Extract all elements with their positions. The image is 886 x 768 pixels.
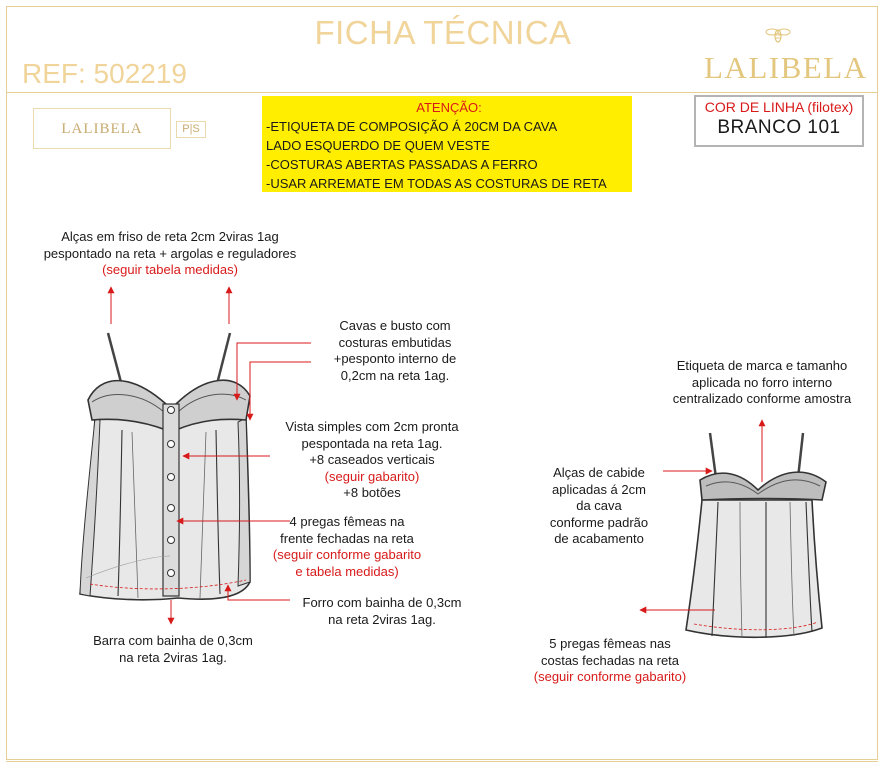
front-garment-drawing: [80, 333, 250, 600]
note-text: aplicadas á 2cm: [552, 481, 646, 497]
note-text-red: (seguir conforme gabarito: [272, 547, 422, 562]
attention-line: -COSTURAS ABERTAS PASSADAS A FERRO: [266, 157, 538, 172]
note-text: na reta 2viras 1ag.: [328, 611, 436, 627]
note-text: aplicada no forro interno: [691, 374, 833, 390]
note-text: +8 botões: [343, 485, 401, 500]
front-side-right: [238, 418, 250, 586]
note-text: 5 pregas fêmeas nas: [549, 636, 671, 651]
note-straps: [20, 229, 320, 279]
note-text: frente fechadas na reta: [280, 530, 414, 546]
brand-logo: LALIBELA: [704, 50, 868, 85]
note-text: +8 caseados verticais: [309, 452, 435, 467]
size-label-tag: P|S: [176, 121, 206, 138]
note-text: costas fechadas na reta: [540, 652, 680, 668]
note-text: +pesponto interno de: [333, 351, 457, 366]
note-text: conforme padrão: [549, 514, 649, 530]
attention-line: -USAR ARREMATE EM TODAS AS COSTURAS DE RETA: [266, 176, 607, 191]
thread-color-value: BRANCO 101: [717, 117, 841, 138]
page-title: FICHA TÉCNICA: [314, 14, 572, 51]
note-armholes: [300, 318, 490, 384]
note-text: da cava: [576, 498, 622, 513]
note-placket: [262, 419, 482, 502]
note-text-red: (seguir conforme gabarito): [533, 669, 687, 684]
note-text: pespontado na reta + argolas e reguladores: [43, 245, 297, 261]
back-strap-right: [798, 433, 803, 478]
thread-color-label: COR DE LINHA (filotex): [704, 99, 854, 115]
attention-line: -ETIQUETA DE COMPOSIÇÃO Á 20CM DA CAVA: [266, 119, 558, 134]
note-text: de acabamento: [554, 531, 644, 546]
note-text: Etiqueta de marca e tamanho: [676, 358, 848, 373]
attention-line: LADO ESQUERDO DE QUEM VESTE: [266, 138, 490, 153]
note-text-red: (seguir tabela medidas): [102, 262, 238, 277]
note-back-pleats: [510, 636, 710, 686]
note-text: Alças em friso de reta 2cm 2viras 1ag: [61, 229, 279, 244]
note-text-red: (seguir gabarito): [324, 468, 420, 484]
note-lining: [282, 595, 482, 628]
note-text-red: e tabela medidas): [295, 563, 399, 579]
back-body: [686, 500, 822, 637]
back-garment-drawing: [686, 433, 826, 638]
note-brand-tag: [652, 358, 872, 408]
brand-label-tag: LALIBELA: [33, 108, 171, 149]
attention-heading: ATENÇÃO:: [416, 100, 482, 115]
note-hanger-loops: [534, 465, 664, 548]
front-placket: [163, 404, 179, 596]
note-text: costuras embutidas: [338, 334, 452, 350]
note-hem: [60, 633, 286, 666]
reference-code: REF: 502219: [22, 58, 187, 89]
note-text: Cavas e busto com: [339, 318, 451, 333]
note-text: 4 pregas fêmeas na: [289, 514, 405, 529]
note-front-pleats: [262, 514, 432, 580]
note-text: 0,2cm na reta 1ag.: [340, 367, 450, 383]
note-text: pespontada na reta 1ag.: [301, 435, 443, 451]
note-text: na reta 2viras 1ag.: [119, 649, 227, 665]
note-text: Alças de cabide: [553, 465, 645, 480]
note-text: centralizado conforme amostra: [672, 391, 852, 406]
front-strap-left: [108, 333, 122, 386]
note-text: Vista simples com 2cm pronta: [285, 419, 459, 434]
note-text: Barra com bainha de 0,3cm: [93, 633, 253, 648]
note-text: Forro com bainha de 0,3cm: [302, 595, 462, 610]
back-cups: [700, 472, 826, 500]
